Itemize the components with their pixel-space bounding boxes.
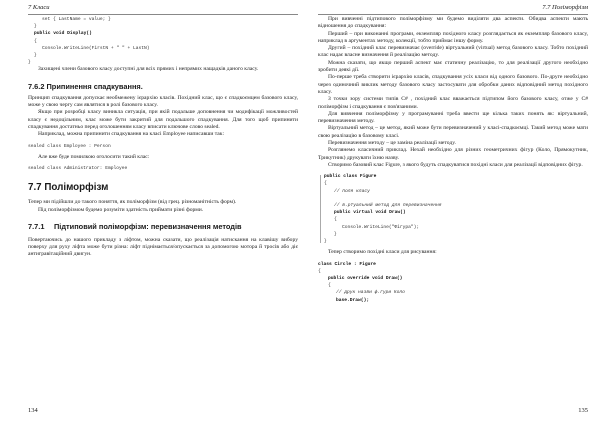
paragraph: Перевизначення методу – це заміна реалізації методу. <box>328 140 456 147</box>
code-block-circle: class Circle : Figure { public override void Draw() { // друк назви ф.гури Коло base.Draw(); <box>318 261 405 303</box>
paragraph: При вивченні підтипового поліморфізму ми будемо виділяти два аспекти. Обидва аспекти мають відношення до спадкування: <box>318 16 588 30</box>
running-header <box>28 4 298 15</box>
paragraph: Під поліморфізмом будемо розуміти здатність приймати різні форми. <box>38 206 204 213</box>
paragraph: Тепер ми підійшли до такого поняття, як поліморфізм (від грец. різноманітність форм). <box>28 199 237 206</box>
paragraph: Принцип спадкування допускає необмежену ієрархію класів. Похідний клас, що є спадкоємцем базового класу, може у свою чергу сам являтися в ролі базового класу. <box>28 94 298 109</box>
paragraph: Тепер створимо похідні класи для рисування: <box>328 249 437 256</box>
right-page <box>318 0 588 424</box>
paragraph: Розглянемо класичний приклад. Нехай необхідно для різних геометричних фігур (Коло, Прямокутник, Трикутник) друкувати їхню назву. <box>318 147 588 161</box>
paragraph: Повертаючись до нашого прикладу з ліфтом, можна сказати, що реалізація натискання на клавішу вибору поверху для руху ліфта може бути різна: ліфт піднімається/опускається за допомогою мотора й тросів або діє антигравітаційний двигун. <box>28 236 298 258</box>
code-block-figure: public class Figure { // поля класу // в.ртуальний метод для перевизначення public virtual void Draw() { Console.WriteLine("Фігура"); } } <box>318 173 588 245</box>
code-block-display: set { LastName = value; } } public void Display() { Console.WriteLine(FirstN + " " + LastN) } } <box>28 17 150 66</box>
section-heading-7-6-2: 7.6.2 Припинення спадкування. <box>28 81 143 91</box>
left-page-body <box>28 16 298 259</box>
chapter-header: 7 Класи <box>28 4 50 11</box>
paragraph: Віртуальний метод – це метод, який може бути перевизначений у класі-спадкоємці. Такий метод може мати свою реалізацію в базовому класі. <box>318 125 588 139</box>
page-number: 135 <box>578 407 588 414</box>
code-line: sealed class Employee : Person <box>28 143 111 149</box>
section-header: 7.7 Поліморфізм <box>542 4 588 11</box>
running-header <box>318 4 588 15</box>
paragraph: Перший – при виконанні програми, екземпляр похідного класу розглядається як екземпляр базового класу, наприклад в аргументах методу, колекції, тобто приймає іншу форму. <box>318 30 588 44</box>
section-heading-7-7-1: 7.7.1 Підтиповий поліморфізм: перевизначення методів <box>28 221 242 231</box>
paragraph: Можна сказати, що якщо перший аспект має статичну реалізацію, то для реалізації другого необхідно зробити деякі дії. <box>318 59 588 74</box>
section-heading-7-7: 7.7 Поліморфізм <box>28 182 109 194</box>
left-page <box>28 0 298 424</box>
paragraph: З точки зору системи типів C# , похідний клас вважається підтипом його базового класу, отже у C# поліморфізм і спадкування є пов'язаними. <box>318 96 588 110</box>
page-number: 134 <box>28 407 38 414</box>
paragraph: Для вивчення поліморфізму у програмуванні треба ввести ще кілька таких понять як: віртуальний, перевизначення методу. <box>318 110 588 125</box>
paragraph: Захищені члени базового класу доступні для всіх прямих і непрямих нащадків даного класу. <box>38 66 259 73</box>
paragraph: Але вже буде помилкою оголосити такий клас: <box>38 153 150 160</box>
paragraph: По-перше треба створити ієрархію класів, спадкування усіх класи від одного базового. По-друге необхідно через одиночний виклик методу базового класу застосувати для обробки даних відповідний метод похідного класу. <box>318 74 588 95</box>
paragraph: Створимо базовий клас Figure, з якого будуть спадкуватися похідні класи для реалізації відповідних фігур. <box>328 161 583 168</box>
code-line: sealed class Administrator: Employee <box>28 166 128 171</box>
paragraph: Другий – похідний клас перевизначає (override) віртуальний (virtual) метод базового класу. Тобто похідний клас надає власне визначення й реалізацію методу. <box>318 45 588 59</box>
right-page-body <box>318 16 588 304</box>
paragraph: Якщо при розробці класу виникла ситуація, при якій подальше доповнення чи модифікації можливостей класу є недоцільним, клас може бути закритий для подальшого спадкування. Для того щоб припинити спадкування достатньо перед оголошенням класу вписати ключове слово sealed. <box>28 109 298 130</box>
paragraph: Наприклад, можна припинити спадкування на класі Employee написавши так: <box>38 131 225 138</box>
